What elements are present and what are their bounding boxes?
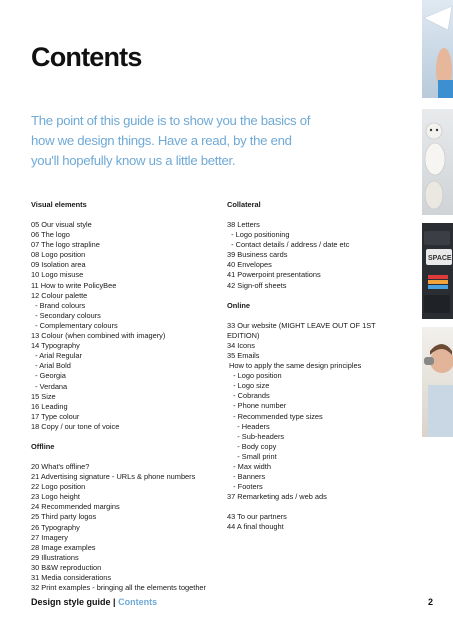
- contents-entry: 28 Image examples: [31, 542, 96, 552]
- contents-entry: 12 Colour palette: [31, 290, 88, 300]
- contents-entry: - Secondary colours: [31, 310, 101, 320]
- contents-entry: 31 Media considerations: [31, 573, 112, 582]
- visual-items-list: [31, 220, 221, 432]
- spacer: [227, 502, 397, 512]
- contents-entry: 38 Letters: [227, 220, 260, 229]
- contents-entry: 40 Envelopes: [227, 260, 272, 270]
- contents-entry: - Footers: [227, 482, 263, 492]
- contents-entry: 06 The logo: [31, 230, 70, 240]
- contents-entry: 07 The logo strapline: [31, 240, 100, 250]
- intro-text: The point of this guide is to show you the basics of how we design things. Have a read, by the end you'll hopefully know us a little better.: [31, 113, 311, 168]
- footer-separator: |: [113, 597, 116, 607]
- paper-plane-icon: [422, 0, 453, 98]
- contents-entry: 44 A final thought: [227, 522, 284, 532]
- section-heading-collateral: Collateral: [227, 200, 261, 209]
- contents-entry: - Arial Regular: [31, 351, 82, 361]
- online-items-list: [227, 321, 397, 503]
- photo-strip: [422, 0, 453, 610]
- contents-entry: 10 Logo misuse: [31, 270, 84, 280]
- contents-entry: - Body copy: [227, 441, 277, 451]
- space-key-label: SPACE: [428, 255, 452, 262]
- contents-entry: - Cobrands: [227, 391, 270, 401]
- spacer: [31, 432, 221, 442]
- contents-entry: 09 Isolation area: [31, 260, 86, 270]
- contents-entry: - Sub-headers: [227, 431, 285, 441]
- contents-entry: 27 Imagery: [31, 532, 68, 542]
- contents-entry: 20 What's offline?: [31, 461, 90, 471]
- contents-entry: - Verdana: [31, 381, 68, 391]
- contents-entry: 13 Colour (when combined with imagery): [31, 331, 166, 341]
- contents-entry: - Contact details / address / date etc: [227, 240, 350, 250]
- contents-left-column: [31, 200, 221, 593]
- page-title: Contents: [31, 42, 142, 72]
- contents-entry: - Phone number: [227, 401, 287, 411]
- contents-entry: 30 B&W reproduction: [31, 562, 102, 572]
- spacer: [31, 452, 221, 462]
- contents-entry: - Logo size: [227, 381, 270, 391]
- contents-entry: 24 Recommended margins: [31, 502, 120, 512]
- contents-entry: 33 Our website (MIGHT LEAVE OUT OF 1ST: [227, 320, 376, 330]
- contents-entry: 16 Leading: [31, 401, 68, 411]
- spacer: [227, 311, 397, 321]
- contents-entry: 15 Size: [31, 391, 56, 401]
- contents-entry: 43 To our partners: [227, 512, 287, 522]
- footer-section: Contents: [118, 597, 158, 607]
- offline-items-list: [31, 462, 221, 593]
- contents-entry: 08 Logo position: [31, 250, 86, 260]
- contents-entry: - Brand colours: [31, 300, 86, 310]
- keyboard-icon: [422, 223, 453, 319]
- page-number: 2: [427, 597, 433, 607]
- contents-entry: - Banners: [227, 472, 266, 482]
- contents-entry: 23 Logo height: [31, 492, 80, 502]
- spacer: [31, 210, 221, 220]
- section-heading-offline: Offline: [31, 441, 55, 451]
- contents-entry: - Logo position: [227, 371, 282, 381]
- footer-guide-title: Design style guide: [31, 597, 111, 607]
- contents-entry: EDITION): [227, 330, 260, 340]
- contents-entry: - Recommended type sizes: [227, 411, 323, 421]
- contents-entry: 29 Illustrations: [31, 552, 79, 562]
- contents-entry: 37 Remarketing ads / web ads: [227, 492, 327, 502]
- paper-plane-photo: [422, 0, 453, 98]
- contents-entry: - Complementary colours: [31, 320, 118, 330]
- space-keyboard-photo: [422, 223, 453, 319]
- contents-right-column: [227, 200, 397, 533]
- figurine-icon: [422, 109, 453, 215]
- contents-entry: 22 Logo position: [31, 482, 86, 492]
- contents-entry: 42 Sign-off sheets: [227, 280, 287, 290]
- contents-entry: How to apply the same design principles: [227, 361, 362, 371]
- contents-entry: 35 Emails: [227, 350, 260, 360]
- contents-entry: 11 How to write PolicyBee: [31, 280, 117, 290]
- section-heading-visual: Visual elements: [31, 200, 87, 209]
- toy-figures-photo: [422, 109, 453, 215]
- contents-entry: 18 Copy / our tone of voice: [31, 421, 120, 431]
- person-icon: [422, 327, 453, 437]
- contents-entry: 21 Advertising signature - URLs & phone numbers: [31, 472, 196, 482]
- contents-entry: - Logo positioning: [227, 230, 290, 240]
- contents-entry: 32 Print examples - bringing all the elements together: [31, 583, 207, 593]
- contents-entry: 17 Type colour: [31, 411, 80, 421]
- contents-entry: 39 Business cards: [227, 250, 288, 260]
- contents-entry: 41 Powerpoint presentations: [227, 270, 321, 280]
- contents-entry: - Arial Bold: [31, 361, 71, 371]
- contents-entry: - Headers: [227, 421, 270, 431]
- contents-entry: 25 Third party logos: [31, 512, 97, 522]
- section-heading-online: Online: [227, 300, 250, 310]
- footer: [31, 597, 157, 607]
- contents-entry: 14 Typography: [31, 341, 80, 351]
- collateral-items-list: [227, 220, 397, 291]
- contents-entry: - Max width: [227, 461, 271, 471]
- contents-entry: 26 Typography: [31, 522, 80, 532]
- partner-items-list: [227, 512, 397, 532]
- contents-entry: 34 Icons: [227, 340, 255, 350]
- spacer: [227, 291, 397, 301]
- phone-man-photo: [422, 327, 453, 437]
- contents-entry: 05 Our visual style: [31, 220, 92, 229]
- spacer: [227, 210, 397, 220]
- contents-entry: - Georgia: [31, 371, 66, 381]
- contents-entry: - Small print: [227, 451, 277, 461]
